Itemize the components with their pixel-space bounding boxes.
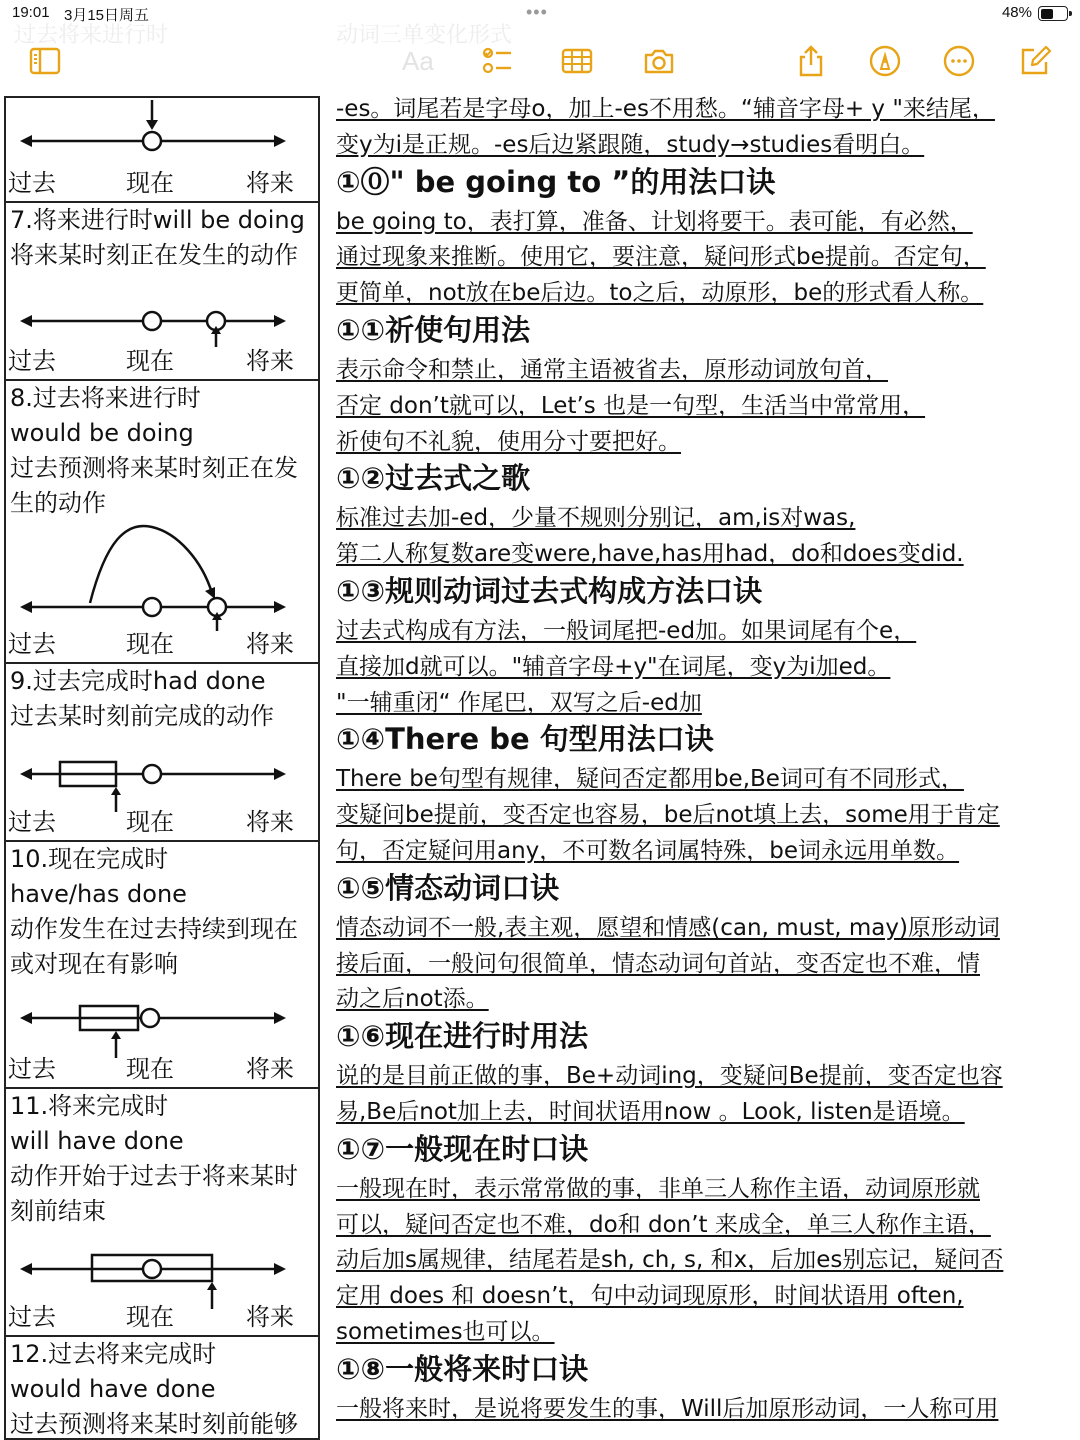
table-cell-present-perfect: [6, 842, 318, 1089]
timeline-label-past: 过去: [8, 1303, 56, 1331]
timeline-label-present: 现在: [126, 347, 174, 375]
grammar-notes-body[interactable]: [336, 92, 1072, 1440]
note-line: 否定 don’t就可以，Let’s 也是一句型，生活当中常常用，: [336, 392, 926, 419]
section-heading: ①⑧一般将来时口诀: [336, 1351, 589, 1386]
more-options-button[interactable]: [940, 42, 978, 80]
note-line: 直接加d就可以。"辅音字母+y"在词尾，变y为i加ed。: [336, 653, 891, 680]
tense-description-cont: 刻前结束: [10, 1197, 106, 1225]
share-button[interactable]: [792, 42, 830, 80]
table-cell-past-future-perfect: [6, 1337, 318, 1440]
tense-description: 动作发生在过去持续到现在: [10, 915, 298, 943]
battery-nub: [1069, 11, 1072, 16]
note-line: 第二人称复数are变were,have,has用had，do和does变did.: [336, 541, 964, 568]
section-heading: ①⑤情态动词口诀: [336, 870, 560, 905]
timeline-label-present: 现在: [126, 630, 174, 658]
checklist-icon: [480, 44, 514, 78]
tense-description-cont: 或对现在有影响: [10, 950, 178, 978]
note-line: 变y为i是正规。-es后边紧跟随，study→studies看明白。: [336, 131, 925, 158]
section-heading: ①③规则动词过去式构成方法口诀: [336, 574, 763, 608]
note-line: 接后面，一般问句很简单，情态动词句首站，变否定也不难，情: [336, 950, 980, 977]
camera-icon: [642, 44, 676, 78]
note-line: "一辅重闭“ 作尾巴，双写之后-ed加: [336, 689, 702, 716]
format-text-button[interactable]: Aa: [402, 46, 434, 76]
tense-title: 11.将来完成时: [10, 1092, 169, 1120]
table-cell-future-perfect: [6, 1089, 318, 1337]
battery-fill: [1041, 9, 1053, 19]
note-line: 情态动词不一般,表主观，愿望和情感(can, must, may)原形动词: [336, 914, 1000, 941]
checklist-button[interactable]: [478, 42, 516, 80]
timeline-label-future: 将来: [246, 1303, 294, 1331]
table-cell-past-perfect: [6, 664, 318, 842]
note-line: 表示命令和禁止，通常主语被省去，原形动词放句首，: [336, 357, 888, 383]
timeline-label-future: 将来: [246, 630, 294, 658]
note-line: 说的是目前正做的事，Be+动词ing，变疑问Be提前，变否定也容: [336, 1063, 1003, 1090]
tense-description: 动作开始于过去于将来某时: [10, 1162, 298, 1190]
note-line: 定用 does 和 doesn’t，句中动词现原形，时间状语用 often,: [336, 1283, 964, 1310]
status-date: 3月15日周五: [64, 7, 150, 24]
compose-icon: [1018, 44, 1052, 78]
timeline-diagram: [6, 754, 318, 816]
more-icon: [942, 44, 976, 78]
timeline-label-present: 现在: [126, 1055, 174, 1083]
note-line: be going to，表打算，准备、计划将要干。表可能，有必然，: [336, 208, 973, 235]
timeline-label-past: 过去: [8, 1055, 56, 1083]
compose-button[interactable]: [1016, 42, 1054, 80]
section-heading: ①⑥现在进行时用法: [336, 1019, 589, 1054]
note-line: 通过现象来推断。使用它，要注意，疑问形式be提前。否定句，: [336, 244, 986, 271]
timeline-label-future: 将来: [246, 347, 294, 375]
tense-description: 将来某时刻正在发生的动作: [10, 241, 298, 269]
note-line: 一般现在时，表示常常做的事，非单三人称作主语，动词原形就: [336, 1175, 980, 1202]
sidebar-icon: [28, 44, 62, 78]
timeline-label-past: 过去: [8, 808, 56, 836]
tense-title: 12.过去将来完成时: [10, 1340, 217, 1368]
section-heading: ①②过去式之歌: [336, 461, 531, 496]
section-heading: ①⓪" be going to ”的用法口诀: [336, 164, 776, 199]
note-line: 更简单，not放在be后边。to之后，动原形，be的形式看人称。: [336, 280, 984, 307]
tense-form: would have done: [10, 1375, 216, 1403]
tense-form: will have done: [10, 1127, 184, 1155]
note-line: sometimes也可以。: [336, 1319, 555, 1345]
timeline-diagram: [6, 1000, 318, 1062]
tense-form: have/has done: [10, 880, 187, 908]
tense-title: 8.过去将来进行时: [10, 384, 201, 412]
table-cell-simple-future: [6, 98, 318, 203]
share-icon: [794, 44, 828, 78]
multitasking-dots-icon[interactable]: •••: [526, 2, 548, 22]
note-line: 动后加s属规律，结尾若是sh, ch, s, 和x，后加es别忘记，疑问否: [336, 1247, 1004, 1274]
tense-title: 10.现在完成时: [10, 845, 169, 873]
timeline-label-present: 现在: [126, 1303, 174, 1331]
timeline-diagram: [6, 299, 318, 349]
tense-description: 过去预测将来某时刻前能够: [10, 1410, 298, 1438]
note-line: 一般将来时，是说将要发生的事，Will后加原形动词，一人称可用: [336, 1395, 999, 1422]
tense-timeline-table: [4, 96, 320, 1440]
note-line: -es。词尾若是字母o，加上-es不用愁。“辅音字母+ y "来结尾，: [336, 96, 995, 122]
timeline-label-future: 将来: [246, 169, 294, 197]
markup-icon: [868, 44, 902, 78]
table-button[interactable]: [558, 42, 596, 80]
background-ghost-text-left: 过去将来进行时: [14, 23, 169, 48]
timeline-label-present: 现在: [126, 169, 174, 197]
sidebar-toggle-button[interactable]: [26, 42, 64, 80]
tense-description-cont: 生的动作: [10, 489, 106, 517]
timeline-label-present: 现在: [126, 808, 174, 836]
timeline-diagram: [6, 1247, 318, 1311]
tense-description: 过去预测将来某时刻正在发: [10, 454, 298, 482]
background-ghost-text-right: 动词三单变化形式: [336, 23, 513, 48]
timeline-label-past: 过去: [8, 630, 56, 658]
notes-toolbar: [0, 38, 1080, 84]
tense-form: would be doing: [10, 419, 194, 447]
timeline-label-future: 将来: [246, 1055, 294, 1083]
table-cell-future-continuous: [6, 203, 318, 381]
markup-button[interactable]: [866, 42, 904, 80]
section-heading: ①⑦一般现在时口诀: [336, 1131, 589, 1166]
note-line: 过去式构成有方法，一般词尾把-ed加。如果词尾有个e，: [336, 618, 917, 644]
section-heading: ①④There be 句型用法口诀: [336, 722, 714, 757]
battery-percent: 48%: [1001, 4, 1032, 21]
timeline-diagram: [6, 521, 318, 631]
table-cell-past-future-continuous: [6, 381, 318, 664]
note-line: 变疑问be提前，变否定也容易，be后not填上去，some用于肯定: [336, 802, 1000, 829]
battery-icon: [1038, 6, 1068, 21]
note-line: 易,Be后not加上去，时间状语用now 。Look, listen是语境。: [336, 1099, 965, 1125]
section-heading: ①①祈使句用法: [336, 313, 531, 347]
tense-description: 过去某时刻前完成的动作: [10, 702, 274, 730]
note-line: 动之后not添。: [336, 986, 489, 1013]
note-line: There be句型有规律，疑问否定都用be,Be词可有不同形式，: [336, 766, 964, 793]
timeline-label-future: 将来: [246, 808, 294, 836]
timeline-label-past: 过去: [8, 347, 56, 375]
note-line: 句，否定疑问用any，不可数名词属特殊，be词永远用单数。: [336, 838, 960, 864]
note-line: 标准过去加-ed，少量不规则分别记，am,is对was,: [336, 505, 856, 532]
timeline-diagram: [6, 98, 318, 173]
timeline-label-past: 过去: [8, 169, 56, 197]
tense-title: 9.过去完成时had done: [10, 667, 266, 695]
table-icon: [560, 44, 594, 78]
tense-title: 7.将来进行时will be doing: [10, 206, 305, 234]
camera-button[interactable]: [640, 42, 678, 80]
note-line: 可以，疑问否定也不难，do和 don’t 来成全，单三人称作主语，: [336, 1211, 991, 1238]
note-line: 祈使句不礼貌，使用分寸要把好。: [336, 428, 681, 455]
status-time: 19:01: [12, 4, 50, 21]
